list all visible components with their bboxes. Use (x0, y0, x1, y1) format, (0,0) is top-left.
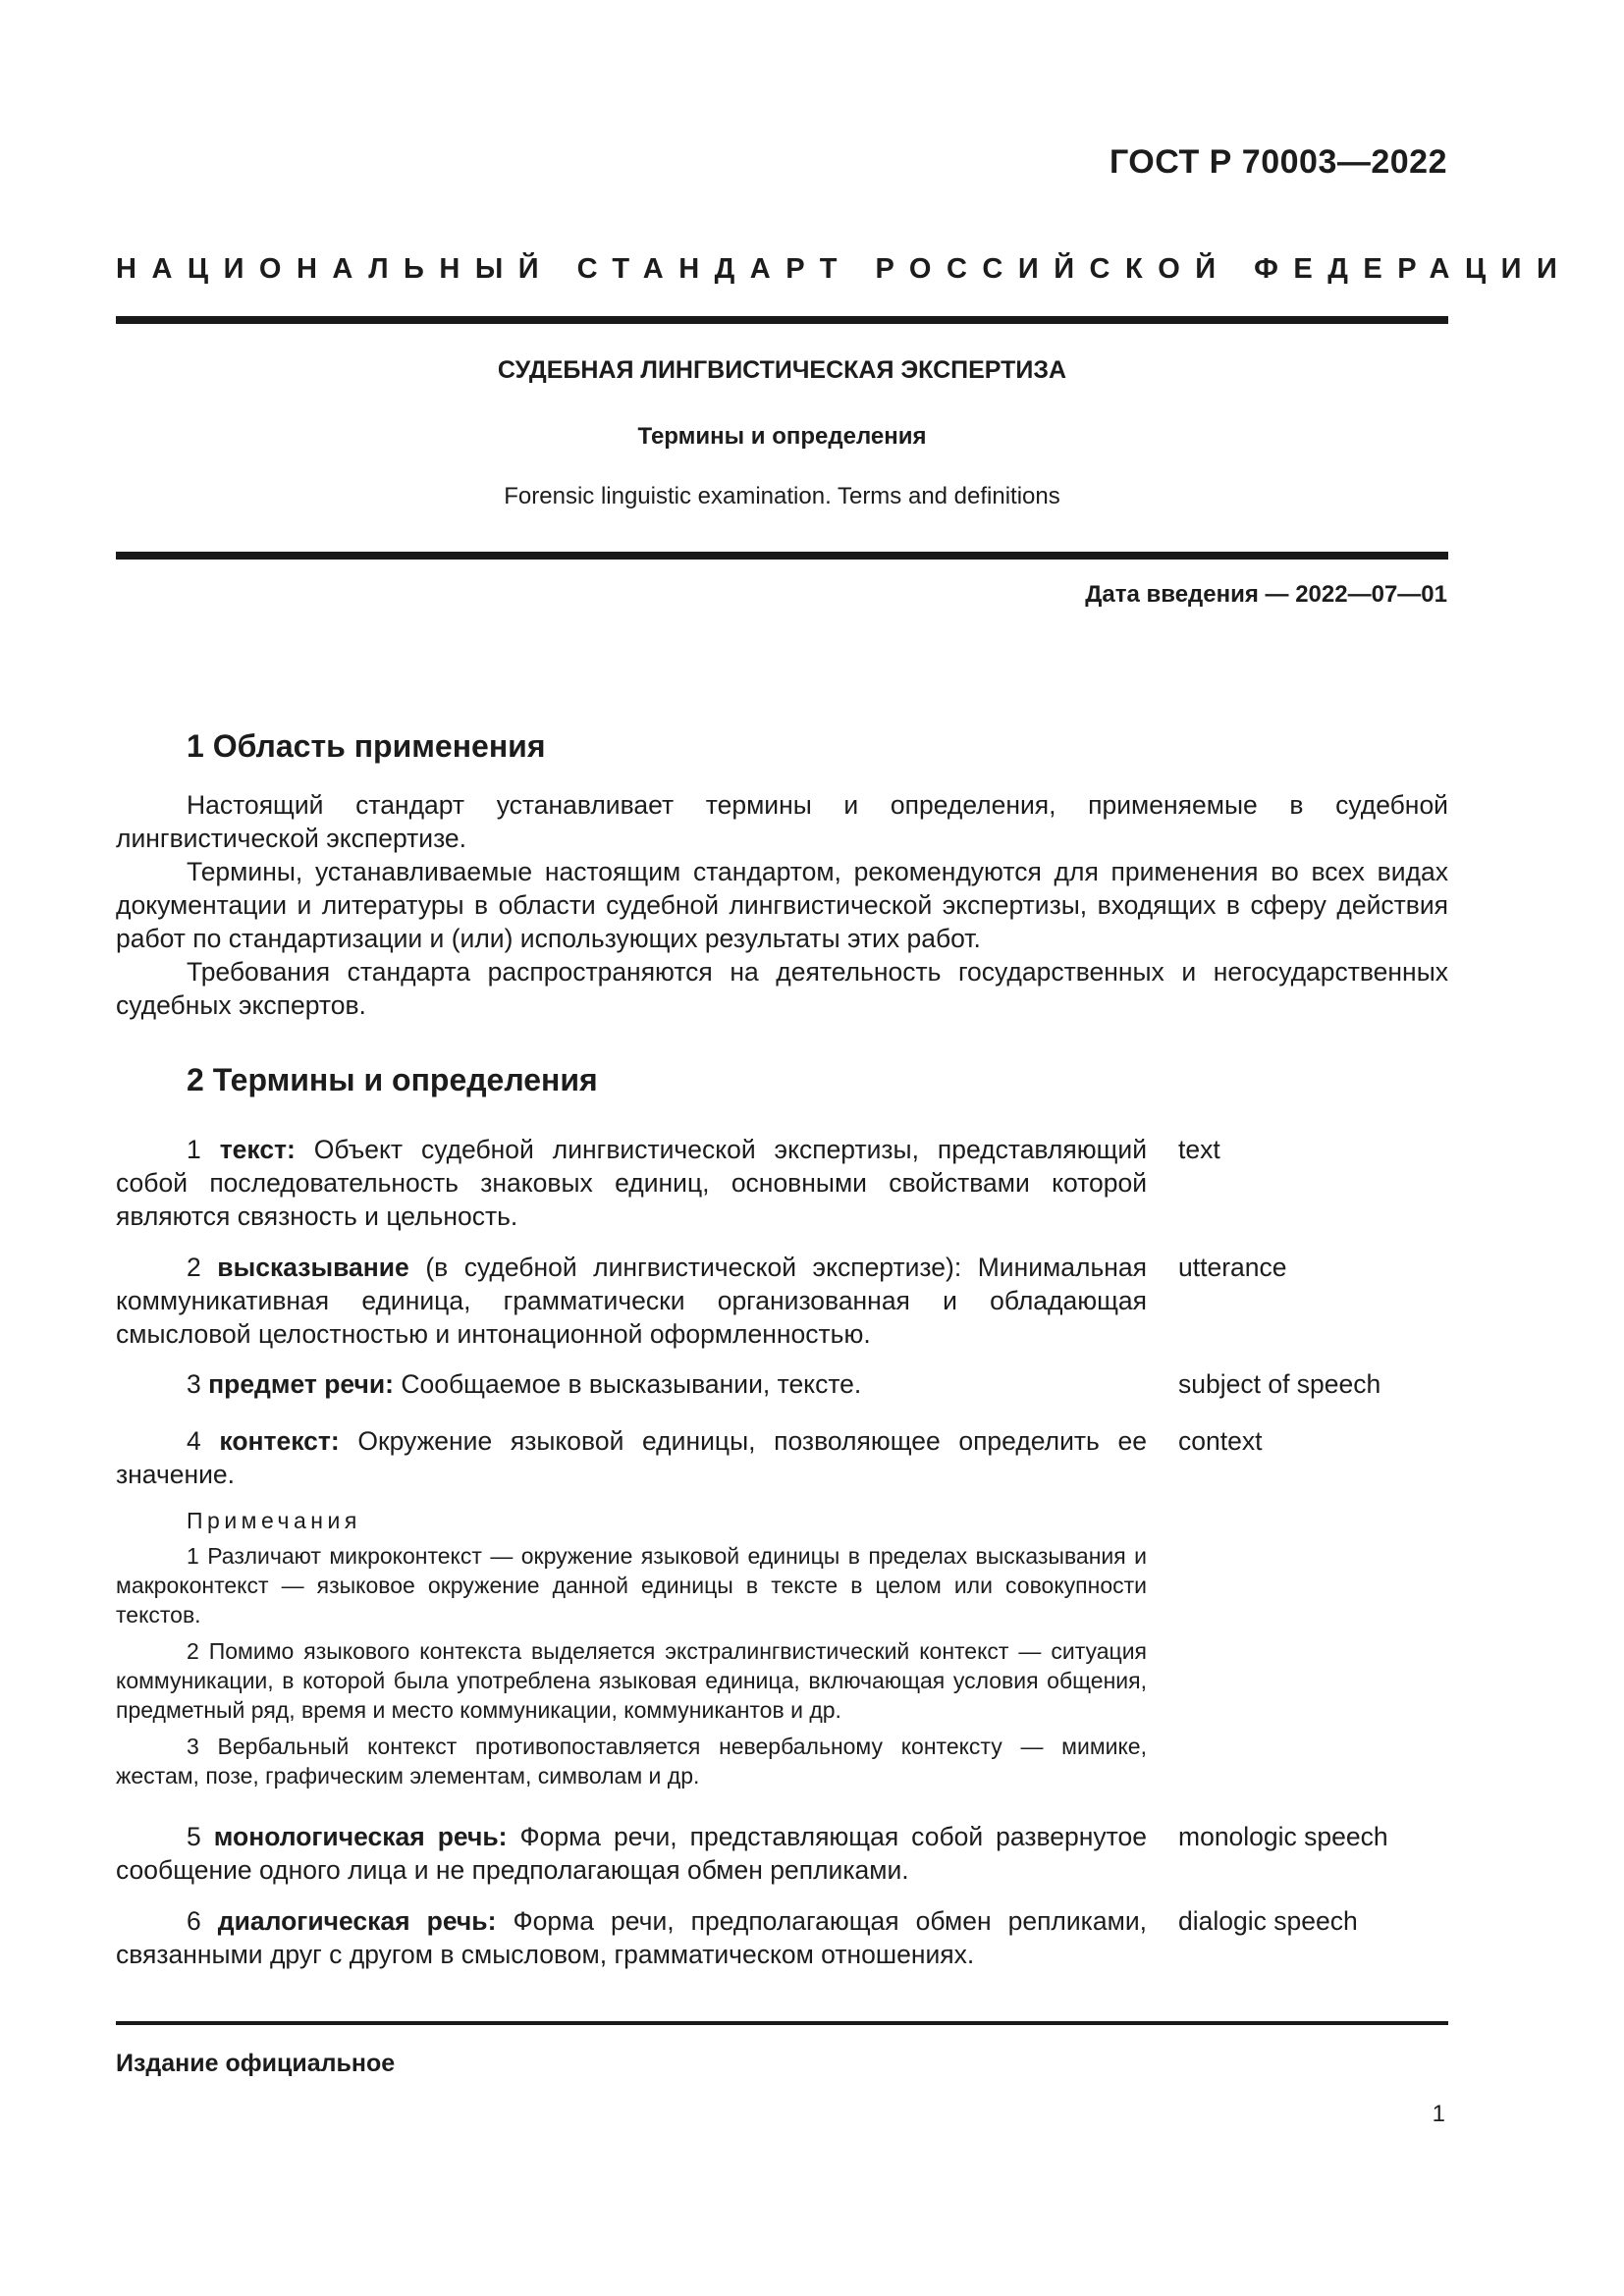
title-divider (116, 552, 1448, 560)
term-entry (116, 1133, 1147, 1233)
term-name: монологическая речь: (213, 1822, 508, 1851)
note-item: 1 Различают микроконтекст — окружение языковой единицы в пределах высказывания и макроконтекст — языковое окружение данной единицы в тексте в целом или совокупности текстов. (116, 1543, 1147, 1628)
term-english: utterance (1178, 1253, 1287, 1282)
section-2-heading: 2 Термины и определения (187, 1062, 598, 1097)
term-entry (116, 1904, 1147, 1971)
term-definition: Окружение языковой единицы, позволяющее определить ее значение. (116, 1426, 1147, 1489)
term-english: subject of speech (1178, 1369, 1381, 1399)
national-standard-banner: НАЦИОНАЛЬНЫЙ СТАНДАРТ РОССИЙСКОЙ ФЕДЕРАЦИИ (116, 253, 1573, 285)
section-1-paragraph: Настоящий стандарт устанавливает термины и определения, применяемые в судебной лингвистической экспертизе. (116, 790, 1448, 853)
term-name: предмет речи: (208, 1369, 394, 1399)
term-entry (116, 1251, 1147, 1351)
term-definition: Сообщаемое в высказывании, тексте. (401, 1369, 862, 1399)
footer-divider (116, 2021, 1448, 2025)
term-english: context (1178, 1426, 1263, 1456)
term-definition: Объект судебной лингвистической экспертизы, представляющий собой последовательность знаковых единиц, основными свойствами которой являются связность и цельность. (116, 1135, 1147, 1231)
note-item: 3 Вербальный контекст противопоставляется невербальному контексту — мимике, жестам, позе, графическим элементам, символам и др. (116, 1734, 1147, 1789)
official-edition-label: Издание официальное (116, 2050, 396, 2077)
term-definition: (в судебной лингвистической экспертизе): Минимальная коммуникативная единица, грамматически организованная и обладающая смысловой целостностью и интонационной оформленностью. (116, 1253, 1147, 1349)
page-number: 1 (1432, 2101, 1445, 2127)
document-code: ГОСТ Р 70003—2022 (1109, 143, 1447, 181)
term-definition: Форма речи, предполагающая обмен репликами, связанными друг с другом в смысловом, грамматическом отношениях. (116, 1906, 1147, 1969)
term-name: текст: (219, 1135, 296, 1164)
term-english: dialogic speech (1178, 1906, 1358, 1936)
introduction-date: Дата введения — 2022—07—01 (1085, 581, 1447, 608)
term-number: 1 (187, 1135, 201, 1164)
term-number: 4 (187, 1426, 201, 1456)
note-item: 2 Помимо языкового контекста выделяется экстралингвистический контекст — ситуация коммуникации, в которой была употреблена языковая единица, включающая условия общения, предметный ряд, время и место коммуникации, коммуникантов и др. (116, 1638, 1147, 1723)
document-title-english: Forensic linguistic examination. Terms and definitions (504, 483, 1060, 509)
term-english: text (1178, 1135, 1220, 1164)
section-1-heading: 1 Область применения (187, 728, 546, 764)
top-divider (116, 316, 1448, 324)
term-name: диалогическая речь: (217, 1906, 497, 1936)
term-name: контекст: (219, 1426, 340, 1456)
term-english: monologic speech (1178, 1822, 1388, 1851)
term-number: 3 (187, 1369, 201, 1399)
term-name: высказывание (217, 1253, 409, 1282)
term-entry (116, 1367, 1147, 1401)
section-1-paragraph: Требования стандарта распространяются на деятельность государственных и негосударственных судебных экспертов. (116, 957, 1448, 1020)
document-title: СУДЕБНАЯ ЛИНГВИСТИЧЕСКАЯ ЭКСПЕРТИЗА (497, 356, 1067, 384)
term-definition: Форма речи, представляющая собой развернутое сообщение одного лица и не предполагающая обмен репликами. (116, 1822, 1147, 1885)
term-number: 2 (187, 1253, 201, 1282)
term-number: 6 (187, 1906, 201, 1936)
term-entry (116, 1820, 1147, 1887)
notes-heading: Примечания (187, 1508, 361, 1533)
section-1-body (116, 788, 1448, 1022)
term-number: 5 (187, 1822, 201, 1851)
term-entry (116, 1424, 1147, 1491)
section-1-paragraph: Термины, устанавливаемые настоящим стандартом, рекомендуются для применения во всех видах документации и литературы в области судебной лингвистической экспертизы, входящих в сферу действия работ по стандартизации и (или) использующих результаты этих работ. (116, 857, 1448, 953)
document-subtitle: Термины и определения (637, 423, 927, 450)
